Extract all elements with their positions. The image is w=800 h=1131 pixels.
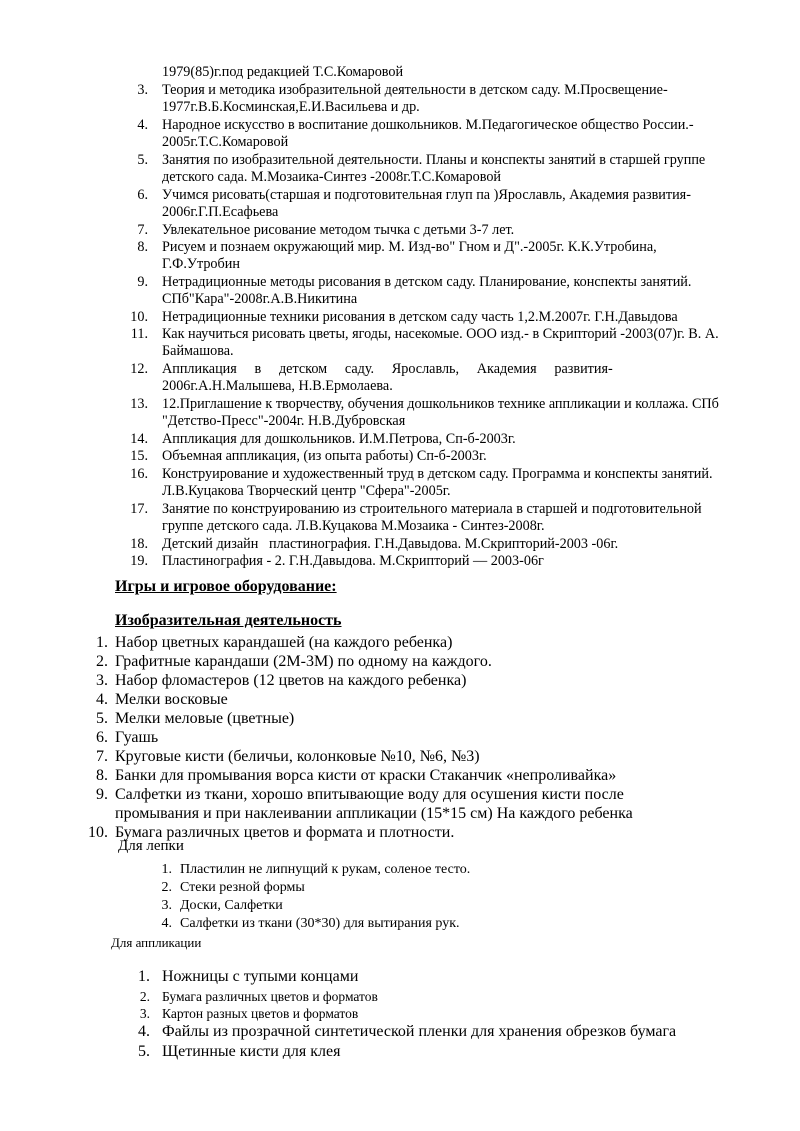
bibliography-item-number: 12. (130, 361, 148, 377)
list-item-text: Гуашь (115, 729, 159, 746)
list-item-text: Мелки меловые (цветные) (115, 710, 295, 727)
bibliography-item-number: 14. (130, 431, 148, 447)
bibliography-item-number: 13. (130, 396, 148, 412)
bibliography-item-text: Как научиться рисовать цветы, ягоды, насекомые. ООО изд.- в Скрипторий -2003(07)г. В. А. (162, 326, 719, 342)
bibliography-item-text: Детский дизайн пластинография. Г.Н.Давыдова. М.Скрипторий-2003 -06г. (162, 536, 619, 552)
bibliography-item-number: 16. (130, 466, 148, 482)
bibliography-item-number: 19. (130, 553, 148, 569)
list-item-text: Набор фломастеров (12 цветов на каждого ребенка) (115, 672, 467, 689)
bibliography-item-number: 6. (137, 187, 148, 203)
list-item-text: Ножницы с тупыми концами (162, 968, 359, 985)
bibliography-item-text: детского сада. М.Мозаика-Синтез -2008г.Т.С.Комаровой (162, 169, 502, 185)
section-heading-games: Игры и игровое оборудование: (115, 578, 337, 595)
section-heading-art: Изобразительная деятельность (115, 612, 342, 629)
bibliography-item-number: 7. (137, 222, 148, 238)
list-item-text: Доски, Салфетки (180, 898, 283, 913)
list-item-text: Круговые кисти (беличьи, колонковые №10, №6, №3) (115, 748, 480, 765)
list-item-text: промывания и при наклеивании аппликации (15*15 см) На каждого ребенка (115, 805, 633, 822)
bibliography-item-number: 17. (130, 501, 148, 517)
bibliography-item-text: 1977г.В.Б.Косминская,Е.И.Васильева и др. (162, 99, 420, 115)
bibliography-item-text: Рисуем и познаем окружающий мир. М. Изд-во" Гном и Д".-2005г. К.К.Утробина, (162, 239, 657, 255)
list-item-number: 1. (138, 968, 150, 985)
list-item-text: Пластилин не липнущий к рукам, соленое тесто. (180, 862, 471, 877)
bibliography-item-text: Объемная аппликация, (из опыта работы) Сп-б-2003г. (162, 448, 487, 464)
list-item-text: Бумага различных цветов и форматов (162, 989, 378, 1004)
list-item-number: 9. (96, 786, 108, 803)
list-item-number: 2. (139, 989, 150, 1004)
lepka-label: Для лепки (118, 838, 184, 854)
bibliography-item-text: Г.Ф.Утробин (162, 256, 240, 272)
list-item-number: 2. (96, 653, 108, 670)
list-item-text: Бумага различных цветов и формата и плотности. (115, 824, 455, 841)
list-item-number: 1. (96, 634, 108, 651)
bibliography-item-text: СПб"Кара"-2008г.А.В.Никитина (162, 291, 358, 307)
list-item-text: Щетинные кисти для клея (162, 1043, 341, 1060)
list-item-text: Графитные карандаши (2М-3М) по одному на каждого. (115, 653, 492, 670)
bibliography-item-number: 11. (130, 326, 148, 342)
bibliography-item-text: "Детство-Пресс"-2004г. Н.В.Дубровская (162, 413, 406, 429)
list-item-text: Мелки восковые (115, 691, 228, 708)
list-item-text: Салфетки из ткани, хорошо впитывающие воду для осушения кисти после (115, 786, 624, 803)
bibliography-item-number: 18. (130, 536, 148, 552)
bibliography-item-number: 9. (137, 274, 148, 290)
list-item-number: 5. (96, 710, 108, 727)
list-item-number: 4. (161, 916, 172, 931)
list-item-number: 5. (138, 1043, 150, 1060)
appl-label: Для аппликации (111, 935, 202, 950)
bibliography-item-text: Баймашова. (162, 343, 234, 359)
bibliography-item-text: Занятие по конструированию из строительного материала в старшей и подготовительной (162, 501, 702, 517)
list-item-text: Картон разных цветов и форматов (162, 1006, 359, 1021)
list-item-number: 3. (161, 898, 172, 913)
list-item-number: 6. (96, 729, 108, 746)
bibliography-item-text: 2006г.А.Н.Малышева, Н.В.Ермолаева. (162, 378, 393, 394)
bibliography-item-text: Пластинография - 2. Г.Н.Давыдова. М.Скрипторий — 2003-06г (162, 553, 544, 569)
list-item-text: Файлы из прозрачной синтетической пленки для хранения обрезков бумага (162, 1023, 677, 1040)
bibliography-item-number: 5. (137, 152, 148, 168)
list-item-number: 3. (139, 1006, 150, 1021)
list-item-number: 3. (96, 672, 108, 689)
bibliography-item-number: 10. (130, 309, 148, 325)
list-item-number: 2. (161, 880, 172, 895)
bibliography-item-text: 2006г.Г.П.Есафьева (162, 204, 279, 220)
bibliography-item-text: группе детского сада. Л.В.Куцакова М.Мозаика - Синтез-2008г. (162, 518, 545, 534)
bibliography-item-number: 8. (137, 239, 148, 255)
bibliography-item-text: Л.В.Куцакова Творческий центр "Сфера"-2005г. (162, 483, 451, 499)
bibliography-item-number: 4. (137, 117, 148, 133)
bibliography-item-number: 15. (130, 448, 148, 464)
bibliography-item-text: Нетрадиционные методы рисования в детском саду. Планирование, конспекты занятий. (162, 274, 692, 290)
list-item-number: 8. (96, 767, 108, 784)
bibliography-item-text: Теория и методика изобразительной деятельности в детском саду. М.Просвещение- (162, 82, 668, 98)
list-item-text: Набор цветных карандашей (на каждого ребенка) (115, 634, 453, 651)
bibliography-item-number: 3. (137, 82, 148, 98)
list-item-number: 4. (96, 691, 108, 708)
bibliography-item-text: Занятия по изобразительной деятельности. Планы и конспекты занятий в старшей группе (162, 152, 706, 168)
list-item-text: Салфетки из ткани (30*30) для вытирания рук. (180, 916, 460, 931)
bibliography-item-text: Аппликация для дошкольников. И.М.Петрова, Сп-б-2003г. (162, 431, 516, 447)
bibliography-item-text: Учимся рисовать(старшая и подготовительная глуп па )Ярославль, Академия развития- (162, 187, 691, 203)
bibliography-item-text: Нетрадиционные техники рисования в детском саду часть 1,2.М.2007г. Г.Н.Давыдова (162, 309, 678, 325)
list-item-number: 7. (96, 748, 108, 765)
bibliography-item-text: Аппликация в детском саду. Ярославль, Академия развития- (162, 361, 613, 377)
list-item-number: 4. (138, 1023, 150, 1040)
bibliography-item-text: Конструирование и художественный труд в детском саду. Программа и конспекты занятий. (162, 466, 713, 482)
bibliography-item-text: 2005г.Т.С.Комаровой (162, 134, 289, 150)
list-item-text: Стеки резной формы (180, 880, 305, 895)
bibliography-item-text: Увлекательное рисование методом тычка с детьми 3-7 лет. (162, 222, 515, 238)
list-item-number: 10. (88, 824, 108, 841)
list-item-number: 1. (161, 862, 172, 877)
list-item-text: Банки для промывания ворса кисти от краски Стаканчик «непроливайка» (115, 767, 617, 784)
bibliography-continuation: 1979(85)г.под редакцией Т.С.Комаровой (162, 64, 404, 80)
bibliography-item-text: 12.Приглашение к творчеству, обучения дошкольников технике аппликации и коллажа. СПб (162, 396, 719, 412)
bibliography-item-text: Народное искусство в воспитание дошкольников. М.Педагогическое общество России.- (162, 117, 694, 133)
